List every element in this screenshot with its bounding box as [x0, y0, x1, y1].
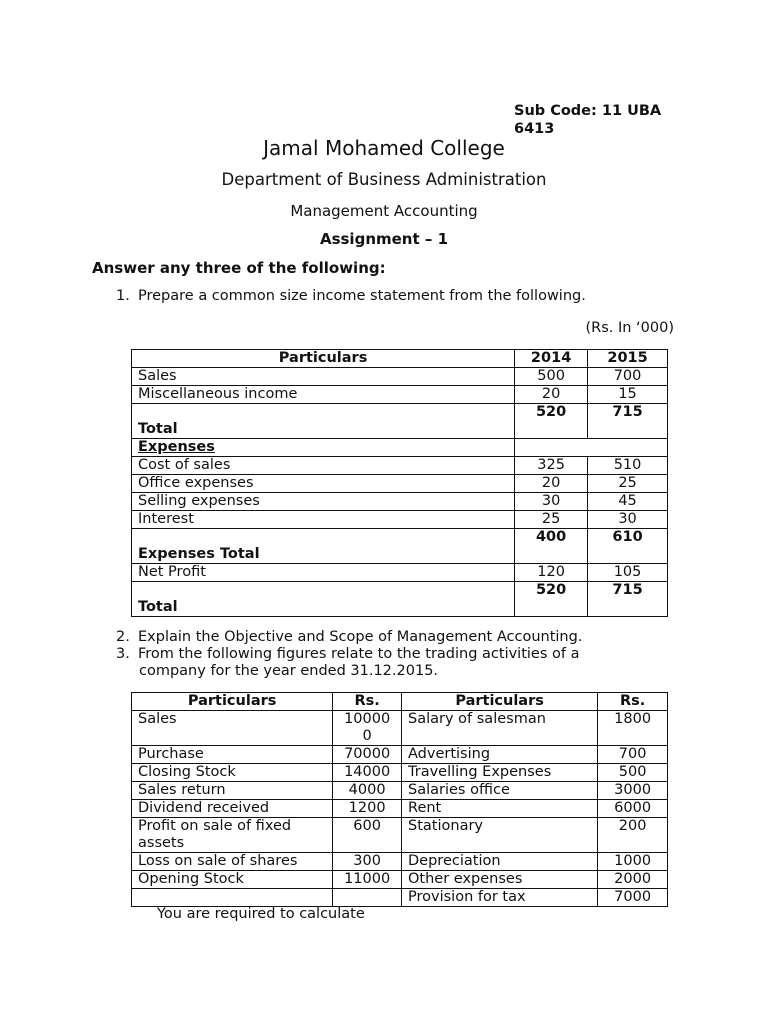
sub-code: Sub Code: 11 UBA 6413 — [514, 103, 662, 137]
right-amount: 1800 — [598, 711, 668, 746]
college-name: Jamal Mohamed College — [263, 136, 505, 160]
table-header-row — [132, 693, 668, 711]
value-2014: 20 — [515, 386, 588, 404]
value-2015: 15 — [588, 386, 668, 404]
row-label: Selling expenses — [132, 493, 515, 511]
left-amount: 4000 — [333, 782, 402, 800]
table-row — [132, 782, 668, 800]
right-particular: Stationary — [402, 818, 598, 853]
column-header: Particulars — [402, 693, 598, 711]
column-header: Particulars — [132, 350, 515, 368]
right-particular: Salaries office — [402, 782, 598, 800]
left-particular — [132, 889, 333, 907]
left-particular: Sales — [132, 711, 333, 746]
right-particular: Salary of salesman — [402, 711, 598, 746]
question-text: Prepare a common size income statement from the following. — [138, 288, 586, 304]
table-row — [132, 764, 668, 782]
column-header: Rs. — [333, 693, 402, 711]
left-amount: 600 — [333, 818, 402, 853]
right-amount: 7000 — [598, 889, 668, 907]
column-header: Particulars — [132, 693, 333, 711]
column-header: Rs. — [598, 693, 668, 711]
unit-note: (Rs. In ‘000) — [585, 320, 674, 336]
subject-title: Management Accounting — [290, 202, 478, 220]
column-header: 2015 — [588, 350, 668, 368]
value-2014: 30 — [515, 493, 588, 511]
table-row — [132, 564, 668, 582]
left-particular: Purchase — [132, 746, 333, 764]
left-particular: Opening Stock — [132, 871, 333, 889]
left-particular: Dividend received — [132, 800, 333, 818]
right-amount: 500 — [598, 764, 668, 782]
row-label: Net Profit — [132, 564, 515, 582]
trading-activities-table — [131, 692, 668, 907]
row-label: Cost of sales — [132, 457, 515, 475]
empty-cell — [515, 439, 668, 457]
column-header: 2014 — [515, 350, 588, 368]
question-3 — [116, 646, 579, 680]
right-amount: 6000 — [598, 800, 668, 818]
table-row — [132, 746, 668, 764]
value-2015: 30 — [588, 511, 668, 529]
left-particular: Loss on sale of shares — [132, 853, 333, 871]
question-number: 1. — [116, 288, 130, 304]
value-2015: 105 — [588, 564, 668, 582]
left-particular: Sales return — [132, 782, 333, 800]
value-2014: 325 — [515, 457, 588, 475]
value-2015: 25 — [588, 475, 668, 493]
value-2015: 715 — [588, 404, 668, 439]
table-row — [132, 800, 668, 818]
table-row-total — [132, 529, 668, 564]
left-amount: 14000 — [333, 764, 402, 782]
left-amount: 300 — [333, 853, 402, 871]
row-label: Total — [132, 404, 515, 439]
left-particular: Profit on sale of fixed assets — [132, 818, 333, 853]
question-text: From the following figures relate to the trading activities of a — [138, 646, 580, 662]
right-amount: 1000 — [598, 853, 668, 871]
left-amount: 70000 — [333, 746, 402, 764]
row-label: Interest — [132, 511, 515, 529]
table-row — [132, 511, 668, 529]
right-amount: 2000 — [598, 871, 668, 889]
right-particular: Other expenses — [402, 871, 598, 889]
table-row-total — [132, 582, 668, 617]
table-row — [132, 386, 668, 404]
footer-text: You are required to calculate — [157, 906, 365, 922]
left-particular: Closing Stock — [132, 764, 333, 782]
right-amount: 700 — [598, 746, 668, 764]
right-particular: Rent — [402, 800, 598, 818]
instruction: Answer any three of the following: — [92, 259, 386, 277]
right-amount: 200 — [598, 818, 668, 853]
value-2015: 45 — [588, 493, 668, 511]
table-row — [132, 711, 668, 746]
table-row — [132, 368, 668, 386]
left-amount: 11000 — [333, 871, 402, 889]
row-label: Expenses Total — [132, 529, 515, 564]
income-statement-table — [131, 349, 668, 617]
right-particular: Advertising — [402, 746, 598, 764]
value-2014: 520 — [515, 582, 588, 617]
question-number: 2. — [116, 629, 130, 645]
table-row — [132, 475, 668, 493]
value-2014: 120 — [515, 564, 588, 582]
value-2014: 20 — [515, 475, 588, 493]
row-label: Total — [132, 582, 515, 617]
left-amount: 1200 — [333, 800, 402, 818]
value-2014: 400 — [515, 529, 588, 564]
left-amount: 10000 0 — [333, 711, 402, 746]
question-2 — [116, 629, 582, 646]
table-row — [132, 493, 668, 511]
table-row — [132, 871, 668, 889]
table-header-row — [132, 350, 668, 368]
row-label: Miscellaneous income — [132, 386, 515, 404]
value-2014: 520 — [515, 404, 588, 439]
table-row — [132, 853, 668, 871]
value-2014: 25 — [515, 511, 588, 529]
right-particular: Depreciation — [402, 853, 598, 871]
table-row-total — [132, 404, 668, 439]
value-2015: 610 — [588, 529, 668, 564]
department-name: Department of Business Administration — [221, 170, 547, 189]
value-2015: 700 — [588, 368, 668, 386]
right-particular: Travelling Expenses — [402, 764, 598, 782]
question-text: Explain the Objective and Scope of Management Accounting. — [138, 629, 583, 645]
table-row-section — [132, 439, 668, 457]
question-number: 3. — [116, 646, 130, 662]
assignment-title: Assignment – 1 — [319, 230, 449, 248]
question-1 — [116, 288, 586, 305]
table-row — [132, 457, 668, 475]
right-amount: 3000 — [598, 782, 668, 800]
question-text-continued: company for the year ended 31.12.2015. — [139, 663, 439, 679]
row-label: Expenses — [132, 439, 515, 457]
value-2015: 510 — [588, 457, 668, 475]
right-particular: Provision for tax — [402, 889, 598, 907]
row-label: Sales — [132, 368, 515, 386]
table-row — [132, 818, 668, 853]
row-label: Office expenses — [132, 475, 515, 493]
value-2015: 715 — [588, 582, 668, 617]
left-amount — [333, 889, 402, 907]
value-2014: 500 — [515, 368, 588, 386]
table-row — [132, 889, 668, 907]
